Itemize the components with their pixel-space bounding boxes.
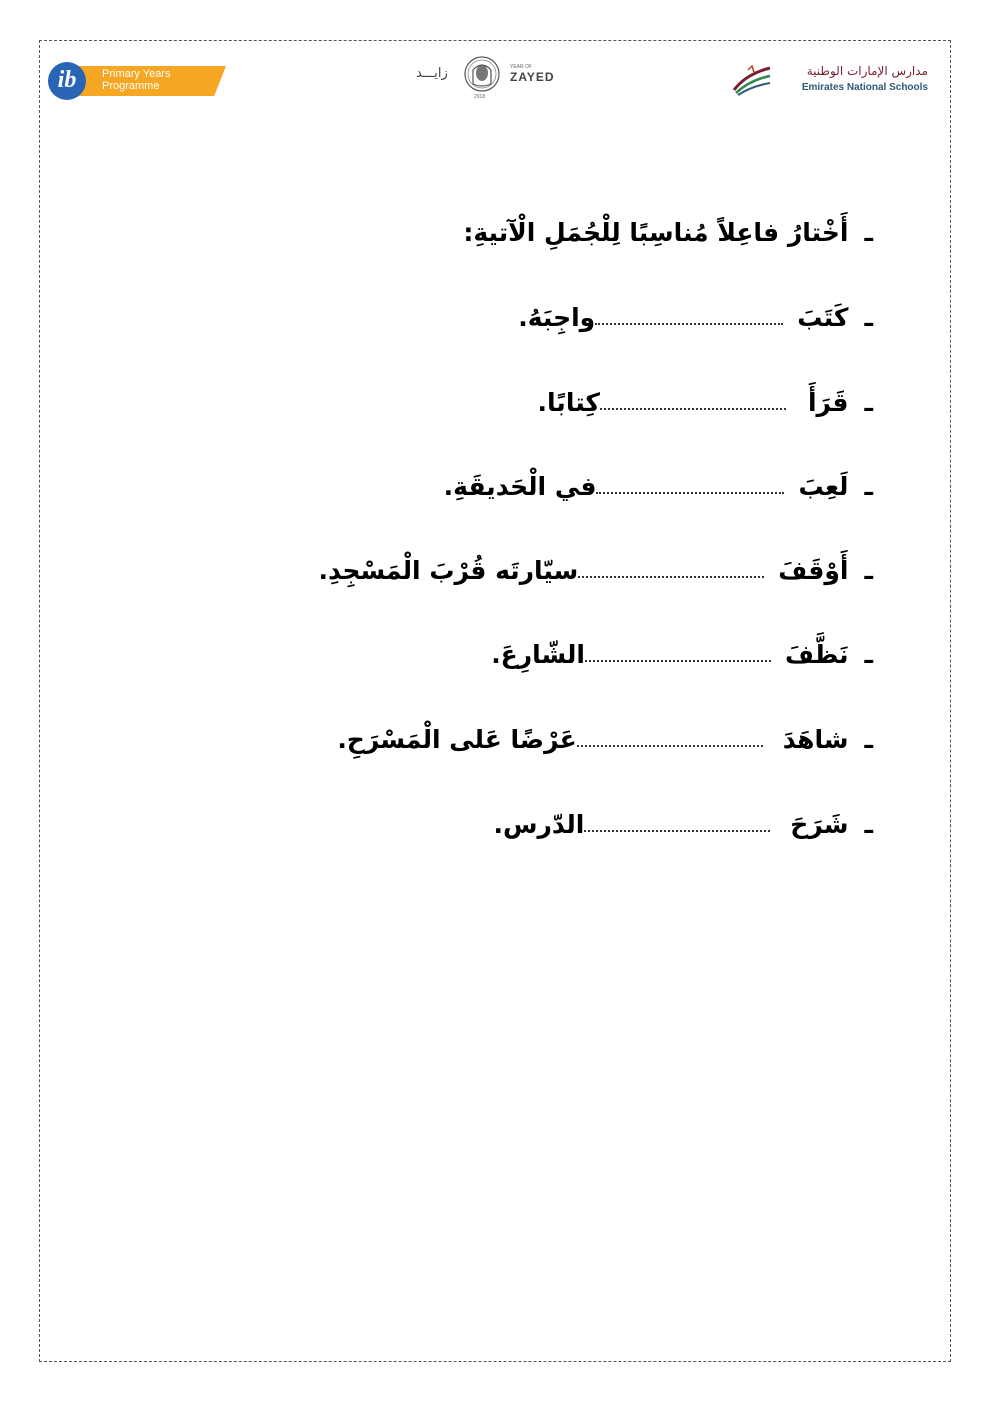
zayed-arabic-text: زايـــد xyxy=(416,66,448,81)
exercise-item xyxy=(444,472,873,512)
answer-blank[interactable] xyxy=(600,408,786,410)
answer-blank[interactable] xyxy=(578,576,764,578)
exercise-item xyxy=(319,556,874,596)
item-rest: كِتابًا. xyxy=(537,388,600,417)
zayed-english-text: ZAYED xyxy=(510,70,555,84)
bullet-dash: ـ xyxy=(864,640,873,669)
item-rest: سيّارتَه قُرْبَ الْمَسْجِدِ. xyxy=(318,556,579,585)
item-rest: واجِبَهُ. xyxy=(518,303,596,332)
exercise-instruction xyxy=(463,218,873,258)
item-verb: لَعِبَ xyxy=(798,472,849,501)
item-rest: الشّارِعَ. xyxy=(491,640,585,669)
item-rest: الدّرس. xyxy=(493,810,585,839)
answer-blank[interactable] xyxy=(595,323,783,325)
zayed-small-text: YEAR OF xyxy=(510,64,532,70)
bullet-dash: ـ xyxy=(864,556,873,585)
bullet-dash: ـ xyxy=(864,388,873,417)
bullet-dash: ـ xyxy=(864,303,873,332)
item-verb: نَظَّفَ xyxy=(784,640,849,669)
ens-english-name: Emirates National Schools xyxy=(801,82,928,93)
item-verb: أَوْقَفَ xyxy=(778,556,849,585)
item-verb: شاهَدَ xyxy=(782,725,849,754)
item-verb: قَرَأَ xyxy=(807,388,849,417)
ib-logo-line-1: Primary Years xyxy=(102,68,171,80)
answer-blank[interactable] xyxy=(596,492,784,494)
zayed-year: 2018 xyxy=(474,94,486,100)
bullet-dash: ـ xyxy=(864,218,873,247)
ib-circle-mark: ib xyxy=(48,62,86,100)
item-rest: في الْحَديقَةِ. xyxy=(443,472,597,501)
exercise-item xyxy=(337,725,873,765)
exercise-item xyxy=(494,810,874,850)
item-verb: كَتَبَ xyxy=(797,303,849,332)
exercise-item xyxy=(538,388,873,428)
answer-blank[interactable] xyxy=(585,660,771,662)
item-verb: شَرَحَ xyxy=(790,810,849,839)
answer-blank[interactable] xyxy=(577,745,763,747)
exercise-item xyxy=(518,303,873,343)
bullet-dash: ـ xyxy=(864,810,873,839)
item-rest: عَرْضًا عَلى الْمَسْرَحِ. xyxy=(337,725,577,754)
ens-arabic-name: مدارس الإمارات الوطنية xyxy=(806,64,928,78)
answer-blank[interactable] xyxy=(584,830,770,832)
ib-logo-line-2: Programme xyxy=(102,80,160,92)
exercise-item xyxy=(491,640,873,680)
bullet-dash: ـ xyxy=(864,725,873,754)
instruction-text: أَخْتارُ فاعِلاً مُناسِبًا لِلْجُمَلِ الْآتيةِ: xyxy=(463,218,849,247)
bullet-dash: ـ xyxy=(864,472,873,501)
